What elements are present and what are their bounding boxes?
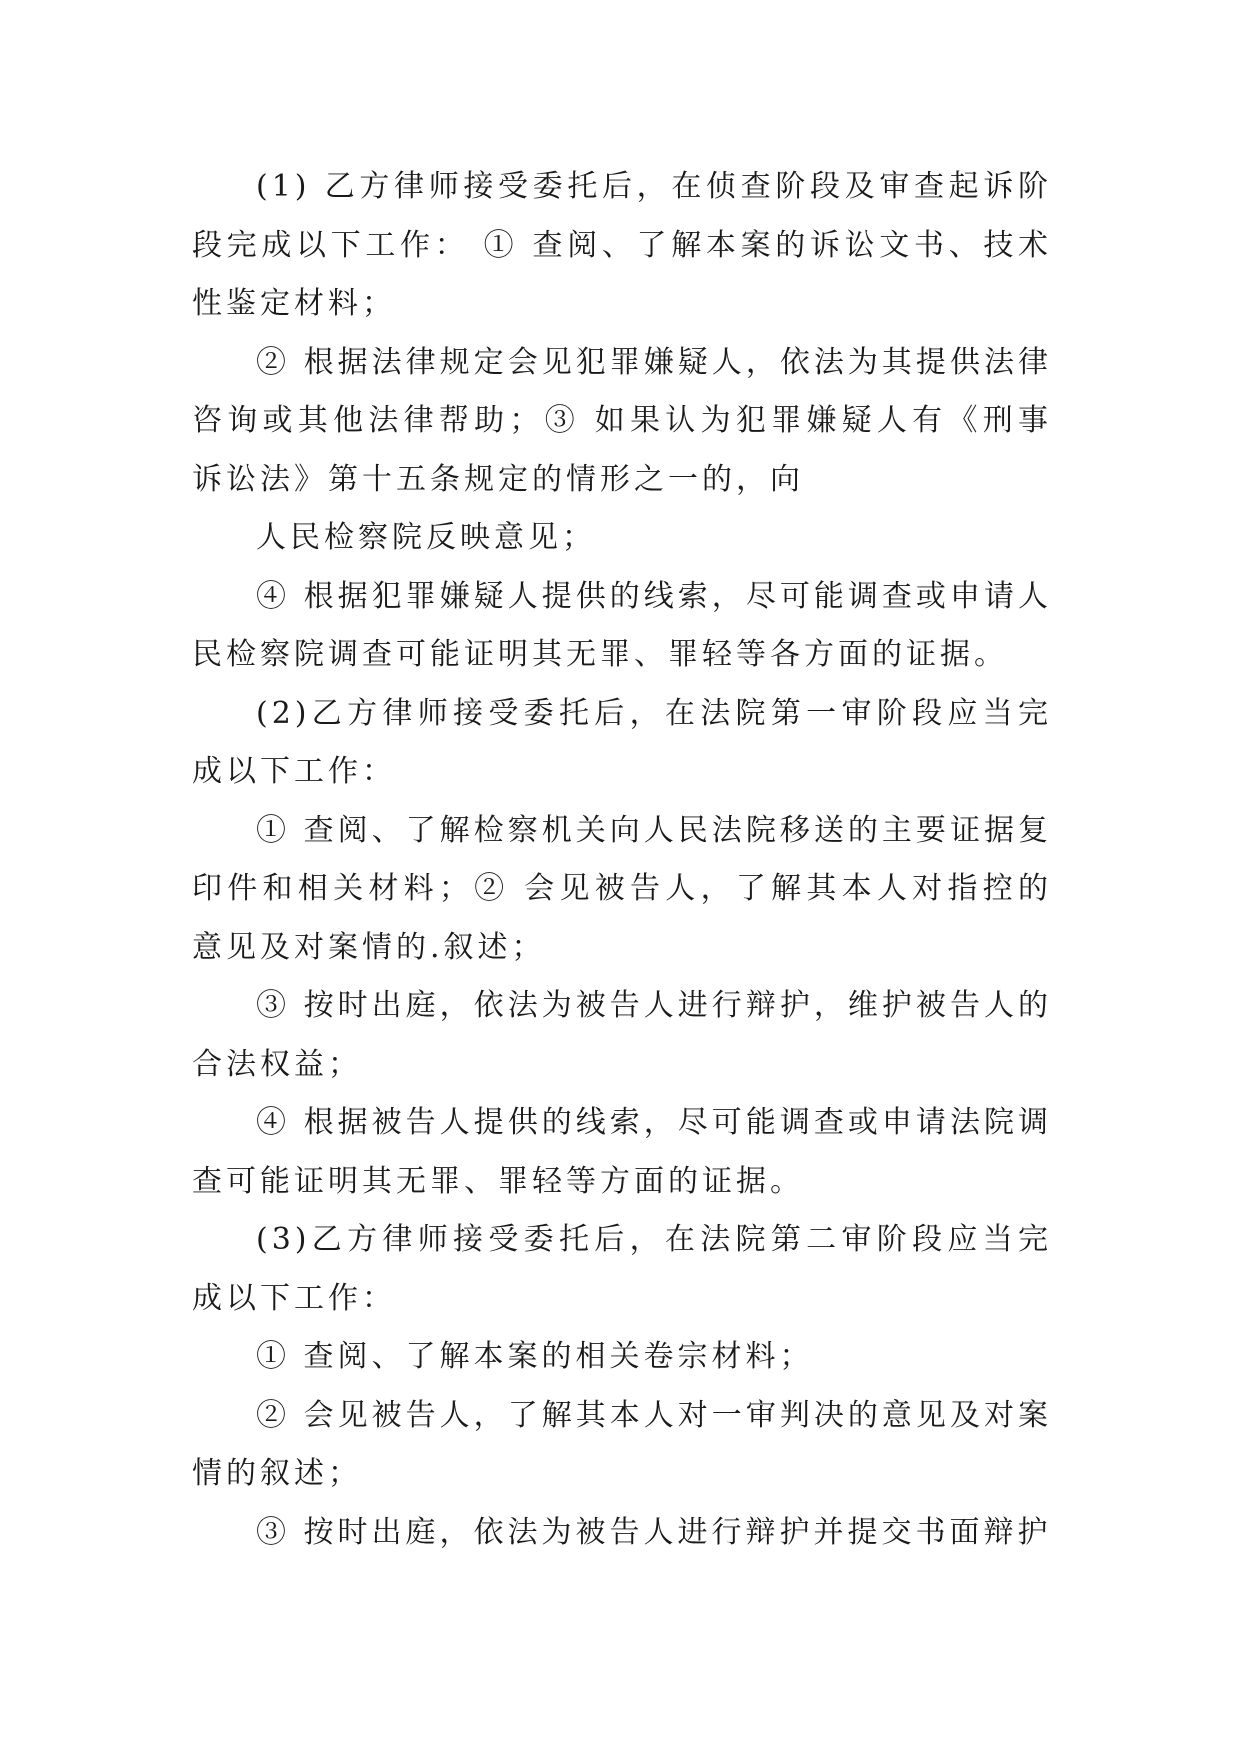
paragraph-2: ② 根据法律规定会见犯罪嫌疑人，依法为其提供法律咨询或其他法律帮助；③ 如果认为犯罪嫌疑人有《刑事诉讼法》第十五条规定的情形之一的，向: [192, 344, 1052, 497]
document-body: [192, 158, 1052, 1562]
paragraph-3: 人民检察院反映意见；: [256, 520, 596, 555]
paragraph-10: ① 查阅、了解本案的相关卷宗材料；: [256, 1339, 814, 1374]
paragraph-9: (3)乙方律师接受委托后，在法院第二审阶段应当完成以下工作：: [192, 1222, 1052, 1316]
paragraph-7: ③ 按时出庭，依法为被告人进行辩护，维护被告人的合法权益；: [192, 988, 1052, 1082]
paragraph-11: ② 会见被告人，了解其本人对一审判决的意见及对案情的叙述；: [192, 1397, 1052, 1491]
paragraph-5: (2)乙方律师接受委托后，在法院第一审阶段应当完成以下工作：: [192, 695, 1052, 789]
paragraph-6: ① 查阅、了解检察机关向人民法院移送的主要证据复印件和相关材料；② 会见被告人，了解其本人对指控的意见及对案情的.叙述；: [192, 812, 1052, 965]
paragraph-4: ④ 根据犯罪嫌疑人提供的线索，尽可能调查或申请人民检察院调查可能证明其无罪、罪轻等各方面的证据。: [192, 578, 1052, 672]
paragraph-1: (1) 乙方律师接受委托后，在侦查阶段及审查起诉阶段完成以下工作： ① 查阅、了解本案的诉讼文书、技术性鉴定材料；: [192, 169, 1052, 321]
paragraph-8: ④ 根据被告人提供的线索，尽可能调查或申请法院调查可能证明其无罪、罪轻等方面的证据。: [192, 1105, 1052, 1199]
paragraph-12: ③ 按时出庭，依法为被告人进行辩护并提交书面辩护: [256, 1514, 1052, 1550]
